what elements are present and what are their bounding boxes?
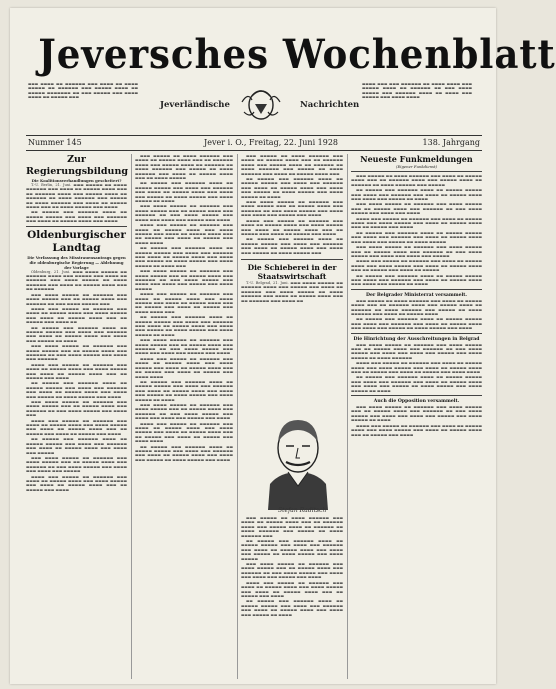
article-separator — [26, 226, 127, 227]
article-dateline: Oldenburg, 21. Juni. — [31, 269, 71, 274]
column-divider — [131, 154, 132, 679]
article-body: ▬▬▬ ▬▬▬▬▬ ▬▬ ▬▬▬▬ ▬▬▬▬▬▬ ▬▬▬ ▬▬▬▬ ▬▬ ▬▬▬▬▬ ▬▬▬▬ ▬▬▬ ▬▬ ▬▬▬▬▬▬ ▬▬▬▬ ▬▬▬ ▬▬▬▬▬ ▬▬▬▬ ▬▬ ▬▬▬▬▬▬ ▬▬ ▬▬▬▬ ▬▬▬▬▬▬ ▬▬▬ ▬▬▬▬▬ ▬▬ ▬▬▬▬ ▬▬▬▬▬▬ ▬▬▬ ▬▬ ▬▬▬▬▬ ▬▬▬ ▬▬▬▬▬▬ ▬▬▬▬ ▬▬ ▬▬▬▬▬ ▬▬▬▬▬ ▬▬▬ ▬▬▬▬ ▬▬▬ ▬▬▬▬▬▬ ▬▬▬ ▬▬▬▬ ▬▬ ▬▬▬▬▬ ▬▬▬▬ ▬▬▬ ▬▬▬▬ ▬▬▬ ▬▬▬▬▬ ▬▬ ▬▬▬▬ ▬▬▬▬▬ ▬▬▬ ▬▬▬▬ ▬▬▬▬▬ ▬▬▬ ▬▬▬▬ ▬▬▬▬▬ ▬▬ ▬▬▬▬▬▬ ▬▬▬ ▬▬▬▬ ▬▬▬▬▬ ▬▬▬ ▬▬ ▬▬▬▬▬ ▬▬▬▬ ▬▬▬ ▬▬▬▬▬▬ ▬▬ ▬▬▬ ▬▬▬▬ ▬▬▬▬▬ ▬▬▬ ▬▬▬▬ ▬▬▬ ▬▬▬▬ ▬▬▬ ▬▬▬▬▬ ▬▬▬ ▬▬▬▬ ▬▬▬▬ ▬▬▬ ▬▬▬▬▬ ▬▬ ▬▬▬▬▬▬ ▬▬▬ ▬▬▬▬ ▬▬ ▬▬▬▬▬ ▬▬▬▬ ▬▬▬ ▬▬▬▬ ▬▬▬▬▬ ▬▬▬ ▬▬▬▬ ▬▬ ▬▬▬▬▬ ▬▬▬▬ ▬▬▬ ▬▬ ▬▬▬▬▬ ▬▬▬ ▬▬▬▬ ▬▬ ▬▬▬▬▬ ▬▬▬ ▬▬▬▬▬▬ ▬▬▬▬ ▬▬ ▬▬▬▬▬ ▬▬▬▬▬ ▬▬▬ ▬▬▬▬ ▬▬▬ ▬▬▬▬▬▬ ▬▬▬ ▬▬▬▬ ▬▬ ▬▬▬▬▬ ▬▬▬▬ ▬▬▬ ▬▬▬▬ ▬▬▬ ▬▬▬▬▬ ▬▬ ▬▬▬▬ — [241, 516, 343, 617]
info-bar-bottom-rule — [26, 150, 482, 151]
column-2 — [135, 154, 233, 463]
column-1 — [26, 154, 127, 493]
article-separator — [351, 333, 482, 334]
masthead-title: Jeversches Wochenblatt — [38, 31, 556, 78]
article-separator — [351, 289, 482, 290]
article-dateline: T.-U. Belgrad, 21. Juni. — [246, 280, 289, 285]
column-3-continued — [241, 516, 343, 618]
issue-number: Nummer 145 — [28, 138, 82, 147]
top-rule — [26, 135, 482, 136]
article-separator — [241, 259, 343, 260]
article-headline: Die Hinrichtung der Ausschreitungen in Belgrad — [353, 336, 480, 342]
portrait-caption: Stefan Raditsch — [278, 507, 327, 514]
article-body: ▬▬▬ ▬▬▬▬ ▬▬▬▬▬ ▬▬ ▬▬▬▬▬▬ ▬▬▬ ▬▬▬▬ ▬▬▬▬▬ ▬▬▬ ▬▬ ▬▬▬▬▬ ▬▬▬▬ ▬▬▬ ▬▬▬▬▬▬ ▬▬ ▬▬▬ ▬▬▬▬ ▬▬▬▬▬ ▬▬▬ ▬▬▬▬ ▬▬▬ ▬▬▬▬ ▬▬▬ ▬▬▬▬▬ ▬▬▬ ▬▬▬▬ ▬▬▬▬▬ ▬▬ ▬▬▬▬ ▬▬▬▬▬▬ ▬▬▬▬ ▬▬▬ ▬▬▬▬▬ ▬▬ ▬▬▬▬▬▬ ▬▬▬ ▬▬▬▬ ▬▬ ▬▬▬▬▬ ▬▬▬▬ ▬▬▬ ▬▬▬▬ ▬▬▬▬▬ ▬▬▬ ▬▬▬▬ ▬▬ ▬▬▬▬▬ ▬▬▬▬ ▬▬▬ ▬▬ ▬▬▬▬▬ ▬▬▬ ▬▬▬▬ ▬▬ ▬▬▬▬▬ ▬▬▬ ▬▬▬▬ ▬▬▬▬ ▬▬ ▬▬▬▬▬ ▬▬▬ ▬▬▬▬▬▬ ▬▬▬▬ ▬▬ ▬▬▬▬▬ ▬▬▬▬▬ ▬▬▬ ▬▬▬▬ ▬▬▬ ▬▬▬▬▬▬ ▬▬▬ ▬▬▬▬ ▬▬ ▬▬▬▬▬ ▬▬▬▬ ▬▬▬ ▬▬▬▬ ▬▬▬ ▬▬▬▬▬ ▬▬ ▬▬▬▬ ▬▬▬▬▬ ▬▬▬ ▬▬▬▬ ▬▬▬▬▬ ▬▬ ▬▬▬▬ — [351, 342, 482, 393]
article-separator — [351, 171, 482, 172]
article-subheadline: Die Verfassung des Misstrauensantrags gegen die oldenburgische Regierung — Ablehnung der Vorlage — [27, 254, 126, 270]
portrait-illustration — [250, 406, 346, 510]
article-subheadline: Die Koalitionsverhandlungen gescheitert? — [31, 178, 122, 183]
article-body: ▬▬▬ ▬▬▬▬▬ ▬▬ ▬▬▬▬ ▬▬▬▬▬▬ ▬▬▬ ▬▬▬▬ ▬▬ ▬▬▬▬▬ ▬▬▬▬ ▬▬▬ ▬▬ ▬▬▬▬▬▬ ▬▬▬▬ ▬▬▬ ▬▬▬▬▬ ▬▬▬▬ ▬▬ ▬▬▬▬▬▬ ▬▬ ▬▬▬▬ ▬▬▬▬▬▬ ▬▬▬ ▬▬▬▬▬ ▬▬ ▬▬▬▬▬ ▬▬▬ ▬▬▬▬▬▬ ▬▬▬▬ ▬▬ ▬▬▬▬▬ ▬▬▬▬▬ ▬▬▬ ▬▬▬▬ ▬▬▬ ▬▬▬▬▬▬ ▬▬▬ ▬▬▬▬ ▬▬ ▬▬▬▬▬ ▬▬▬▬ ▬▬▬ ▬▬▬▬ ▬▬▬ ▬▬▬▬▬ ▬▬ ▬▬▬▬ ▬▬▬ ▬▬▬▬ ▬▬▬▬▬ ▬▬ ▬▬▬▬▬▬ ▬▬▬ ▬▬▬▬ ▬▬▬▬▬ ▬▬▬ ▬▬ ▬▬▬▬▬ ▬▬▬▬ ▬▬▬ ▬▬▬▬▬▬ ▬▬ ▬▬▬ ▬▬▬▬ ▬▬▬▬▬ ▬▬▬ ▬▬▬▬ ▬▬▬ ▬▬▬▬ ▬▬▬▬ ▬▬▬ ▬▬▬▬▬ ▬▬ ▬▬▬▬▬▬ ▬▬▬ ▬▬▬▬ ▬▬ ▬▬▬▬▬ ▬▬▬▬ ▬▬▬ ▬▬▬▬ ▬▬▬▬▬ ▬▬▬ ▬▬▬▬ ▬▬ ▬▬▬▬▬ ▬▬▬▬ ▬▬▬ ▬▬ ▬▬▬▬▬ ▬▬▬ ▬▬▬▬ ▬▬ ▬▬▬▬▬ ▬▬▬ ▬▬▬▬▬▬ ▬▬▬▬ ▬▬ ▬▬▬▬▬ ▬▬▬▬▬ ▬▬▬ ▬▬▬▬ ▬▬▬ ▬▬▬▬▬▬ ▬▬▬ ▬▬▬▬ ▬▬ ▬▬▬▬▬ ▬▬▬▬ ▬▬▬ ▬▬▬▬ ▬▬▬ ▬▬▬▬▬ ▬▬ ▬▬▬▬ ▬▬▬▬▬ ▬▬▬ ▬▬▬▬ ▬▬▬▬▬ ▬▬ ▬▬▬▬▬▬ ▬▬▬ ▬▬▬▬ ▬▬▬▬▬ ▬▬▬ ▬▬ ▬▬▬▬▬ ▬▬▬▬ ▬▬▬ ▬▬▬▬▬▬ ▬▬ ▬▬▬ ▬▬▬▬ ▬▬▬▬▬ ▬▬▬ ▬▬▬▬ ▬▬▬ ▬▬▬▬ ▬▬▬ ▬▬▬▬▬ ▬▬▬▬ ▬▬▬ ▬▬▬▬▬ ▬▬ ▬▬▬▬▬▬ ▬▬▬ ▬▬▬▬ ▬▬ ▬▬▬▬▬ ▬▬▬▬ ▬▬▬ ▬▬▬▬ ▬▬▬▬▬ ▬▬▬ ▬▬▬▬ ▬▬ ▬▬▬▬▬ ▬▬▬▬ ▬▬▬ ▬▬ ▬▬▬▬▬ ▬▬▬ ▬▬▬▬ ▬▬ ▬▬▬▬▬ ▬▬ ▬▬▬▬▬ ▬▬▬ ▬▬▬▬▬▬ ▬▬▬▬ ▬▬ ▬▬▬▬▬ ▬▬▬▬▬ ▬▬▬ ▬▬▬▬ ▬▬▬ ▬▬▬▬▬▬ ▬▬▬ ▬▬▬▬ ▬▬ ▬▬▬▬▬ ▬▬▬▬ ▬▬▬ ▬▬▬▬ ▬▬▬ ▬▬▬▬▬ ▬▬ ▬▬▬▬ — [351, 174, 482, 287]
issue-info-bar — [26, 137, 482, 149]
masthead-subtitle-right: Nachrichten — [300, 100, 360, 110]
article-body: ▬▬▬ ▬▬▬▬ ▬▬▬▬▬ ▬▬ ▬▬▬▬▬▬ ▬▬▬ ▬▬▬▬ ▬▬▬▬▬ ▬▬▬ ▬▬ ▬▬▬▬▬ ▬▬▬▬ ▬▬▬ ▬▬▬▬▬▬ ▬▬ ▬▬▬ ▬▬▬▬ ▬▬▬▬▬ ▬▬▬ ▬▬▬▬ ▬▬▬ ▬▬▬▬ ▬▬▬ ▬▬▬▬▬ ▬▬▬ ▬▬▬▬ ▬▬▬▬▬ ▬▬ ▬▬▬▬ ▬▬▬▬ ▬▬▬ ▬▬▬▬▬ ▬▬ ▬▬▬▬▬▬ ▬▬▬ ▬▬▬▬ ▬▬ ▬▬▬▬▬ ▬▬▬▬ ▬▬▬ ▬▬▬▬ ▬▬▬▬▬ ▬▬▬ ▬▬▬▬ ▬▬ ▬▬▬▬▬ ▬▬▬▬ ▬▬▬ ▬▬ ▬▬▬▬▬ ▬▬▬ ▬▬▬▬ — [351, 405, 482, 437]
article-dateline: T.-U. Berlin, 21. Juni. — [31, 183, 72, 187]
article-headline: Auch die Opposition versammelt. — [373, 399, 460, 405]
article-headline: Die Schieberei in der Staatswirtschaft — [247, 262, 337, 281]
article-subheadline: (Eigener Funkdienst) — [396, 164, 437, 169]
column-3 — [241, 154, 343, 304]
masthead-right-notice: ▬▬▬▬ ▬▬▬ ▬▬▬ ▬▬▬▬▬▬ ▬▬ ▬▬▬▬ ▬▬▬▬ ▬▬▬ ▬▬▬▬▬ ▬▬▬▬ ▬▬ ▬▬▬▬▬▬ ▬▬ ▬▬▬ ▬▬▬▬ ▬▬▬▬▬ ▬▬▬ ▬▬▬▬▬▬ ▬▬▬▬ ▬▬ ▬▬▬▬ ▬▬▬ ▬▬▬▬▬ ▬▬▬ ▬▬▬▬ ▬▬▬▬ — [362, 82, 472, 100]
issue-date: Jever i. O., Freitag, 22. Juni 1928 — [204, 138, 339, 147]
newspaper-page — [10, 8, 556, 684]
issue-volume: 138. Jahrgang — [422, 138, 480, 147]
article-body: T.-U. Berlin, 21. Juni. ▬▬▬ ▬▬▬▬▬ ▬▬ ▬▬▬▬ ▬▬▬▬▬▬ ▬▬▬ ▬▬▬▬ ▬▬ ▬▬▬▬▬ ▬▬▬▬ ▬▬▬ ▬▬ ▬▬▬▬▬▬ ▬▬▬▬ ▬▬▬ ▬▬▬▬▬ ▬▬▬▬ ▬▬ ▬▬▬▬▬▬ ▬▬ ▬▬▬▬ ▬▬▬▬▬▬ ▬▬▬ ▬▬▬▬▬ ▬▬ ▬▬▬▬ ▬▬▬▬▬▬ ▬▬▬ ▬▬▬▬ ▬▬ ▬▬▬▬▬ ▬▬▬▬ ▬▬▬ ▬▬ ▬▬▬▬ ▬▬▬▬▬ ▬▬▬ ▬▬▬▬ ▬▬ ▬▬▬▬▬ ▬▬▬ ▬▬▬▬▬▬ ▬▬▬▬ ▬▬ ▬▬▬▬▬ ▬▬▬▬▬ ▬▬▬ ▬▬▬▬ ▬▬▬ ▬▬▬▬▬▬ ▬▬▬ ▬▬▬▬ ▬▬ ▬▬▬▬▬ ▬▬▬▬ ▬▬▬ ▬▬▬▬ — [26, 183, 128, 224]
masthead-subtitle-left: Jeverländische — [160, 100, 230, 110]
masthead-left-notice: ▬▬▬ ▬▬▬▬ ▬▬ ▬▬▬▬▬▬ ▬▬▬ ▬▬▬▬ ▬▬ ▬▬▬▬ ▬▬▬▬▬ ▬▬ ▬▬▬▬▬▬ ▬▬▬ ▬▬▬▬▬ ▬▬▬▬ ▬▬ ▬▬▬▬▬ ▬▬▬▬▬▬▬ ▬▬ ▬▬▬ ▬▬▬▬▬ ▬▬▬ ▬▬▬▬ ▬▬▬▬ ▬▬ ▬▬▬▬▬ ▬▬▬ — [28, 82, 138, 100]
column-divider — [237, 154, 238, 679]
article-body: Oldenburg, 21. Juni. ▬▬▬ ▬▬▬▬ ▬▬▬▬▬ ▬▬ ▬▬▬▬▬▬ ▬▬▬▬ ▬▬▬ ▬▬▬▬▬ ▬▬▬ ▬▬▬▬ ▬▬ ▬▬▬▬▬▬ ▬▬▬ ▬▬▬▬ ▬▬▬▬▬ ▬▬ ▬▬▬▬ ▬▬▬▬▬▬ ▬▬▬ ▬▬▬▬ ▬▬ ▬▬▬▬▬ ▬▬▬▬ ▬▬▬ ▬▬ ▬▬▬▬▬▬ ▬▬▬ ▬▬▬▬ ▬▬▬▬▬ ▬▬ ▬▬▬▬▬▬ ▬▬▬ ▬▬▬▬ ▬▬▬▬▬ ▬▬▬ ▬▬ ▬▬▬▬▬ ▬▬▬▬ ▬▬▬ ▬▬▬▬▬▬ ▬▬ ▬▬▬ ▬▬▬▬ ▬▬▬▬▬ ▬▬▬ ▬▬▬▬ ▬▬▬ ▬▬▬▬▬ ▬▬ ▬▬▬▬▬▬ ▬▬▬ ▬▬▬▬ ▬▬ ▬▬▬▬▬ ▬▬▬▬ ▬▬▬ ▬▬▬▬ ▬▬▬▬▬ ▬▬▬ ▬▬▬▬ ▬▬ ▬▬▬▬▬ ▬▬▬▬ ▬▬▬ ▬▬ ▬▬▬▬▬ ▬▬▬ ▬▬▬▬ ▬▬ ▬▬ ▬▬▬▬▬ ▬▬▬ ▬▬▬▬▬▬ ▬▬▬▬ ▬▬ ▬▬▬▬▬ ▬▬▬▬▬ ▬▬▬ ▬▬▬▬ ▬▬▬ ▬▬▬▬▬▬ ▬▬▬ ▬▬▬▬ ▬▬ ▬▬▬▬▬ ▬▬▬▬ ▬▬▬ ▬▬▬▬ ▬▬▬ ▬▬▬▬▬ ▬▬ ▬▬▬▬ ▬▬▬ ▬▬▬▬ ▬▬▬▬▬ ▬▬ ▬▬▬▬▬▬ ▬▬▬ ▬▬▬▬ ▬▬▬▬▬ ▬▬▬ ▬▬ ▬▬▬▬▬ ▬▬▬▬ ▬▬▬ ▬▬▬▬▬▬ ▬▬ ▬▬▬ ▬▬▬▬ ▬▬▬▬▬ ▬▬▬ ▬▬▬▬ ▬▬▬ ▬▬▬▬▬▬ ▬▬▬▬ ▬▬▬ ▬▬▬▬▬ ▬▬ ▬▬▬▬▬▬ ▬▬▬ ▬▬▬▬ ▬▬ ▬▬▬▬▬ ▬▬▬▬ ▬▬▬ ▬▬▬▬ ▬▬▬▬▬ ▬▬▬ ▬▬▬▬ ▬▬ ▬▬▬▬▬ ▬▬▬▬ ▬▬▬ ▬▬ ▬▬▬▬▬ ▬▬▬ ▬▬▬▬ ▬▬ ▬▬▬▬▬ ▬▬▬ ▬▬▬▬▬▬ ▬▬▬▬ ▬▬ ▬▬▬▬▬ ▬▬▬▬▬ ▬▬▬ ▬▬▬▬ ▬▬▬ ▬▬▬▬▬▬ ▬▬▬ ▬▬▬▬ ▬▬ ▬▬▬▬▬ ▬▬▬▬ ▬▬▬ ▬▬▬▬ ▬▬▬ ▬▬▬▬▬ ▬▬ ▬▬▬▬ ▬▬▬▬▬ ▬▬▬ ▬▬▬▬ ▬▬▬ ▬▬▬▬ ▬▬▬▬▬ ▬▬ ▬▬▬▬▬▬ ▬▬▬ ▬▬▬▬ ▬▬▬▬▬ ▬▬▬ ▬▬ ▬▬▬▬▬ ▬▬▬▬ ▬▬▬ ▬▬▬▬▬▬ ▬▬ ▬▬▬ ▬▬▬▬ ▬▬▬▬▬ ▬▬▬ ▬▬▬▬ ▬▬▬ ▬▬▬▬ ▬▬▬ ▬▬▬▬▬ ▬▬ ▬▬▬▬▬▬ ▬▬▬ ▬▬▬▬ ▬▬ ▬▬▬▬▬ ▬▬▬▬ ▬▬▬ ▬▬▬▬ ▬▬▬▬▬ ▬▬▬ ▬▬▬▬ ▬▬ ▬▬▬▬▬ ▬▬▬▬ ▬▬▬ ▬▬ ▬▬▬▬▬ ▬▬▬ ▬▬▬▬ ▬▬ ▬▬▬▬▬ ▬▬▬ ▬▬▬▬ ▬▬ ▬▬▬▬▬ ▬▬▬ ▬▬▬▬▬▬ ▬▬▬▬ ▬▬ ▬▬▬▬▬ ▬▬▬▬▬ ▬▬▬ ▬▬▬▬ ▬▬▬ ▬▬▬▬▬▬ ▬▬▬ ▬▬▬▬ ▬▬ ▬▬▬▬▬ ▬▬▬▬ ▬▬▬ ▬▬▬▬ ▬▬▬ ▬▬▬▬▬ ▬▬▬ ▬▬▬▬ ▬▬▬▬▬ ▬▬ ▬▬▬▬▬▬ ▬▬▬ ▬▬▬▬ ▬▬▬▬▬ ▬▬▬ ▬▬ ▬▬▬▬▬ ▬▬▬▬ ▬▬▬ ▬▬▬▬▬▬ ▬▬ ▬▬▬ ▬▬▬▬ ▬▬▬▬▬ ▬▬▬ ▬▬▬▬ ▬▬▬ ▬▬▬▬ ▬▬▬ ▬▬▬▬▬ ▬▬▬▬ ▬▬▬ ▬▬▬▬▬ ▬▬ ▬▬▬▬▬▬ ▬▬▬ ▬▬▬▬ ▬▬ ▬▬▬▬▬ ▬▬▬▬ ▬▬▬ ▬▬▬▬ ▬▬▬▬▬ ▬▬▬ ▬▬▬▬ ▬▬ ▬▬▬▬▬ ▬▬▬▬ ▬▬▬ ▬▬ ▬▬▬▬▬ ▬▬▬ ▬▬▬▬ — [26, 269, 127, 492]
article-body: ▬▬▬ ▬▬▬▬▬ ▬▬ ▬▬▬▬ ▬▬▬▬▬▬ ▬▬▬ ▬▬▬▬ ▬▬ ▬▬▬▬▬ ▬▬▬▬ ▬▬▬ ▬▬ ▬▬▬▬▬▬ ▬▬▬▬ ▬▬▬ ▬▬▬▬▬ ▬▬▬▬ ▬▬ ▬▬▬▬▬▬ ▬▬ ▬▬▬▬ ▬▬▬▬▬▬ ▬▬▬ ▬▬▬▬▬ ▬▬ ▬▬▬▬ ▬▬▬▬▬▬ ▬▬▬ ▬▬▬▬ ▬▬ ▬▬▬▬▬ ▬▬▬▬ ▬▬ ▬▬▬▬▬ ▬▬▬ ▬▬▬▬▬▬ ▬▬▬▬ ▬▬ ▬▬▬▬▬ ▬▬▬▬▬ ▬▬▬ ▬▬▬▬ ▬▬▬ ▬▬▬▬▬▬ ▬▬▬ ▬▬▬▬ ▬▬ ▬▬▬▬▬ ▬▬▬▬ ▬▬▬ ▬▬▬▬ ▬▬▬ ▬▬▬▬▬ ▬▬ ▬▬▬▬ ▬▬▬▬▬ ▬▬▬ ▬▬▬▬ — [351, 298, 482, 331]
article-headline: Oldenburgischer Landtag — [27, 228, 126, 254]
article-headline: Neueste Funkmeldungen — [360, 154, 473, 164]
article-headline: Der Belgrader Ministerrat versammelt. — [365, 292, 467, 298]
article-body: ▬▬▬ ▬▬▬▬▬ ▬▬ ▬▬▬▬ ▬▬▬▬▬▬ ▬▬▬ ▬▬▬▬ ▬▬ ▬▬▬▬▬ ▬▬▬▬ ▬▬▬ ▬▬ ▬▬▬▬▬▬ ▬▬▬▬ ▬▬▬ ▬▬▬▬▬ ▬▬▬▬ ▬▬ ▬▬▬▬▬▬ ▬▬ ▬▬▬▬ ▬▬▬▬▬▬ ▬▬▬ ▬▬▬▬▬ ▬▬ ▬▬▬▬ ▬▬▬▬▬▬ ▬▬▬ ▬▬▬▬ ▬▬ ▬▬▬▬▬ ▬▬▬▬ ▬▬▬ ▬▬ ▬▬▬▬ ▬▬▬▬▬ ▬▬ ▬▬▬▬▬ ▬▬▬ ▬▬▬▬▬▬ ▬▬▬▬ ▬▬ ▬▬▬▬▬ ▬▬▬▬▬ ▬▬▬ ▬▬▬▬ ▬▬▬ ▬▬▬▬▬▬ ▬▬▬ ▬▬▬▬ ▬▬ ▬▬▬▬▬ ▬▬▬▬ ▬▬▬ ▬▬▬▬ ▬▬▬ ▬▬▬▬▬ ▬▬ ▬▬▬▬ ▬▬▬▬▬ ▬▬▬ ▬▬▬▬ ▬▬▬▬▬ ▬▬ ▬▬▬▬ ▬▬▬ ▬▬▬▬ ▬▬▬▬▬ ▬▬ ▬▬▬▬▬▬ ▬▬▬ ▬▬▬▬ ▬▬▬▬▬ ▬▬▬ ▬▬ ▬▬▬▬▬ ▬▬▬▬ ▬▬▬ ▬▬▬▬▬▬ ▬▬ ▬▬▬ ▬▬▬▬ ▬▬▬▬▬ ▬▬▬ ▬▬▬▬ ▬▬▬ ▬▬▬▬ ▬▬▬ ▬▬▬▬▬ ▬▬▬ ▬▬▬▬ ▬▬▬▬ ▬▬▬ ▬▬▬▬▬ ▬▬ ▬▬▬▬▬▬ ▬▬▬ ▬▬▬▬ ▬▬ ▬▬▬▬▬ ▬▬▬▬ ▬▬▬ ▬▬▬▬ ▬▬▬▬▬ ▬▬▬ ▬▬▬▬ ▬▬ ▬▬▬▬▬ ▬▬▬▬ ▬▬▬ ▬▬ ▬▬▬▬▬ ▬▬▬ ▬▬▬▬ ▬▬ ▬▬▬▬▬ ▬▬▬ ▬▬▬▬ ▬▬▬▬ ▬▬ ▬▬▬▬▬ ▬▬▬ ▬▬▬▬▬▬ ▬▬▬▬ ▬▬ ▬▬▬▬▬ ▬▬▬▬▬ ▬▬▬ ▬▬▬▬ ▬▬▬ ▬▬▬▬▬▬ ▬▬▬ ▬▬▬▬ ▬▬ ▬▬▬▬▬ ▬▬▬▬ ▬▬▬ ▬▬▬▬ ▬▬▬ ▬▬▬▬▬ ▬▬ ▬▬▬▬ ▬▬▬▬▬ ▬▬▬ ▬▬▬▬ ▬▬▬▬▬ ▬▬ ▬▬▬▬ ▬▬▬ ▬▬▬ ▬▬▬▬ ▬▬▬▬▬ ▬▬ ▬▬▬▬▬▬ ▬▬▬ ▬▬▬▬ ▬▬▬▬▬ ▬▬▬ ▬▬ ▬▬▬▬▬ ▬▬▬▬ ▬▬▬ ▬▬▬▬▬▬ ▬▬ ▬▬▬ ▬▬▬▬ ▬▬▬▬▬ ▬▬▬ ▬▬▬▬ ▬▬▬ ▬▬▬▬ ▬▬▬ ▬▬▬▬▬ ▬▬▬ ▬▬▬▬ ▬▬▬▬▬ ▬▬▬▬ ▬▬▬ ▬▬▬▬▬ ▬▬ ▬▬▬▬▬▬ ▬▬▬ ▬▬▬▬ ▬▬ ▬▬▬▬▬ ▬▬▬▬ ▬▬▬ ▬▬▬▬ ▬▬▬▬▬ ▬▬▬ ▬▬▬▬ ▬▬ ▬▬▬▬▬ ▬▬▬▬ ▬▬▬ ▬▬ ▬▬▬▬▬ ▬▬▬ ▬▬▬▬ ▬▬ ▬▬▬▬▬ ▬▬▬ ▬▬▬▬ ▬▬▬▬ ▬▬▬ ▬▬ ▬▬▬▬▬ ▬▬▬ ▬▬▬▬▬▬ ▬▬▬▬ ▬▬ ▬▬▬▬▬ ▬▬▬▬▬ ▬▬▬ ▬▬▬▬ ▬▬▬ ▬▬▬▬▬▬ ▬▬▬ ▬▬▬▬ ▬▬ ▬▬▬▬▬ ▬▬▬▬ ▬▬▬ ▬▬▬▬ ▬▬▬ ▬▬▬▬▬ ▬▬ ▬▬▬▬ ▬▬▬▬▬ ▬▬▬ ▬▬▬▬ ▬▬▬▬▬ ▬▬ ▬▬▬▬ ▬▬▬ ▬▬▬▬ ▬▬▬▬▬ ▬▬ ▬▬▬▬▬▬ ▬▬▬ ▬▬▬▬ ▬▬▬▬▬ ▬▬▬ ▬▬ ▬▬▬▬▬ ▬▬▬▬ ▬▬▬ ▬▬▬▬▬▬ ▬▬ ▬▬▬ ▬▬▬▬ ▬▬▬▬▬ ▬▬▬ ▬▬▬▬ ▬▬▬ ▬▬▬▬ ▬▬▬ ▬▬▬▬▬ ▬▬▬ ▬▬▬▬ ▬▬▬▬ ▬▬▬ ▬▬▬▬▬ ▬▬ ▬▬▬▬▬▬ ▬▬▬ ▬▬▬▬ ▬▬ ▬▬▬▬▬ ▬▬▬▬ ▬▬▬ ▬▬▬▬ ▬▬▬▬▬ ▬▬▬ ▬▬▬▬ ▬▬ ▬▬▬▬▬ ▬▬▬▬ ▬▬▬ ▬▬ ▬▬▬▬▬ ▬▬▬ ▬▬▬▬ ▬▬ ▬▬▬▬▬ ▬▬▬ ▬▬▬▬ ▬▬▬▬ ▬▬ ▬▬▬▬▬ ▬▬▬ ▬▬▬▬▬▬ ▬▬▬▬ ▬▬ ▬▬▬▬▬ ▬▬▬▬▬ ▬▬▬ ▬▬▬▬ ▬▬▬ ▬▬▬▬▬▬ ▬▬▬ ▬▬▬▬ ▬▬ ▬▬▬▬▬ ▬▬▬▬ ▬▬▬ ▬▬▬▬ ▬▬▬ ▬▬▬▬▬ ▬▬ ▬▬▬▬ ▬▬▬▬▬ ▬▬▬ ▬▬▬▬ ▬▬▬▬▬ ▬▬ ▬▬▬▬ ▬▬▬ ▬▬▬▬ ▬▬▬▬▬ ▬▬ ▬▬▬▬▬▬ ▬▬▬ ▬▬▬▬ ▬▬▬▬▬ ▬▬▬ ▬▬ ▬▬▬▬▬ ▬▬▬▬ ▬▬▬ ▬▬▬▬▬▬ ▬▬ ▬▬▬ ▬▬▬▬ ▬▬▬▬▬ ▬▬▬ ▬▬▬▬ ▬▬▬ ▬▬▬▬ ▬▬▬ ▬▬▬▬▬ ▬▬▬ ▬▬▬▬ ▬▬▬▬ ▬▬▬ ▬▬▬▬▬ ▬▬ ▬▬▬▬▬▬ ▬▬▬ ▬▬▬▬ ▬▬ ▬▬▬▬▬ ▬▬▬▬ ▬▬▬ ▬▬▬▬ ▬▬▬▬▬ ▬▬▬ ▬▬▬▬ ▬▬ ▬▬▬▬▬ ▬▬▬▬ ▬▬▬ ▬▬ ▬▬▬▬▬ ▬▬▬ ▬▬▬▬ ▬▬ ▬▬▬▬▬ ▬▬▬ ▬▬▬▬ ▬▬▬▬ ▬▬ ▬▬▬▬▬ ▬▬▬ ▬▬▬▬▬▬ ▬▬▬▬ ▬▬ ▬▬▬▬▬ ▬▬▬▬▬ ▬▬▬ ▬▬▬▬ ▬▬▬ ▬▬▬▬▬▬ ▬▬▬ ▬▬▬▬ ▬▬ ▬▬▬▬▬ ▬▬▬▬ ▬▬▬ ▬▬▬▬ ▬▬▬ ▬▬▬▬▬ ▬▬ ▬▬▬▬ ▬▬▬▬▬ ▬▬▬ ▬▬▬▬ — [135, 154, 233, 462]
article-headline: Zur Regierungsbildung — [26, 154, 129, 177]
column-4 — [351, 154, 482, 438]
article-body: T.-U. Belgrad, 21. Juni. ▬▬▬ ▬▬▬▬ ▬▬▬▬▬ ▬▬ ▬▬▬▬▬▬ ▬▬▬▬ ▬▬▬ ▬▬▬▬▬ ▬▬▬ ▬▬▬▬ ▬▬ ▬▬▬▬▬▬ ▬▬▬ ▬▬▬▬ ▬▬▬▬▬ ▬▬ ▬▬▬▬ ▬▬▬▬▬▬ ▬▬▬ ▬▬▬▬ ▬▬ ▬▬▬▬▬ ▬▬▬▬ ▬▬▬ ▬▬ ▬▬▬▬▬▬ ▬▬▬ ▬▬▬▬ ▬▬ — [241, 280, 343, 303]
article-body: ▬▬▬ ▬▬▬▬▬ ▬▬ ▬▬▬▬ ▬▬▬▬▬▬ ▬▬▬ ▬▬▬▬ ▬▬ ▬▬▬▬▬ ▬▬▬▬ ▬▬▬ ▬▬ ▬▬▬▬▬▬ ▬▬▬▬ ▬▬▬ ▬▬▬▬▬ ▬▬▬▬ ▬▬ ▬▬▬▬▬▬ ▬▬ ▬▬▬▬ ▬▬▬▬▬▬ ▬▬▬ ▬▬▬▬▬ ▬▬ ▬▬▬▬ ▬▬▬▬▬▬ ▬▬▬ ▬▬▬▬ ▬▬ ▬▬▬▬▬ ▬▬▬▬ ▬▬▬ ▬▬ ▬▬▬▬▬ ▬▬▬ ▬▬▬▬▬▬ ▬▬▬▬ ▬▬ ▬▬▬▬▬ ▬▬▬▬▬ ▬▬▬ ▬▬▬▬ ▬▬▬ ▬▬▬▬▬▬ ▬▬▬ ▬▬▬▬ ▬▬ ▬▬▬▬▬ ▬▬▬▬ ▬▬▬ ▬▬▬▬ ▬▬▬ ▬▬▬▬▬ ▬▬ ▬▬▬▬ ▬▬▬▬▬ ▬▬▬ ▬▬▬▬ ▬▬▬▬▬ ▬▬ ▬▬▬▬ ▬▬▬ ▬▬▬▬ ▬▬▬▬▬ ▬▬ ▬▬▬▬▬▬ ▬▬▬ ▬▬▬▬ ▬▬▬▬▬ ▬▬▬ ▬▬ ▬▬▬▬▬ ▬▬▬▬ ▬▬▬ ▬▬▬▬▬▬ ▬▬ ▬▬▬ ▬▬▬▬ ▬▬▬▬▬ ▬▬▬ ▬▬▬▬ ▬▬▬ ▬▬▬▬ ▬▬▬ ▬▬▬▬▬ ▬▬▬ ▬▬▬▬ ▬▬▬▬ ▬▬▬ ▬▬▬▬▬ ▬▬ ▬▬▬▬▬▬ ▬▬▬ ▬▬▬▬ ▬▬ ▬▬▬▬▬ ▬▬▬▬ ▬▬▬ ▬▬▬▬ ▬▬▬▬▬ ▬▬▬ ▬▬▬▬ ▬▬ ▬▬▬▬▬ ▬▬▬▬ ▬▬▬ ▬▬ ▬▬▬▬▬ ▬▬▬ ▬▬▬▬ ▬▬ ▬▬▬▬▬ ▬▬▬ ▬▬▬▬ ▬▬ ▬▬▬▬▬ ▬▬▬ ▬▬▬▬▬▬ ▬▬▬▬ ▬▬ ▬▬▬▬▬ ▬▬▬▬▬ ▬▬▬ ▬▬▬▬ ▬▬▬ ▬▬▬▬▬▬ ▬▬▬ ▬▬▬▬ ▬▬ ▬▬▬▬▬ ▬▬▬▬ ▬▬▬ ▬▬▬▬ ▬▬▬ ▬▬▬▬▬ ▬▬ ▬▬▬▬ ▬▬▬▬▬ ▬▬▬ — [241, 154, 343, 255]
coat-of-arms-icon — [238, 82, 284, 124]
column-divider — [347, 154, 348, 679]
article-separator — [351, 395, 482, 396]
